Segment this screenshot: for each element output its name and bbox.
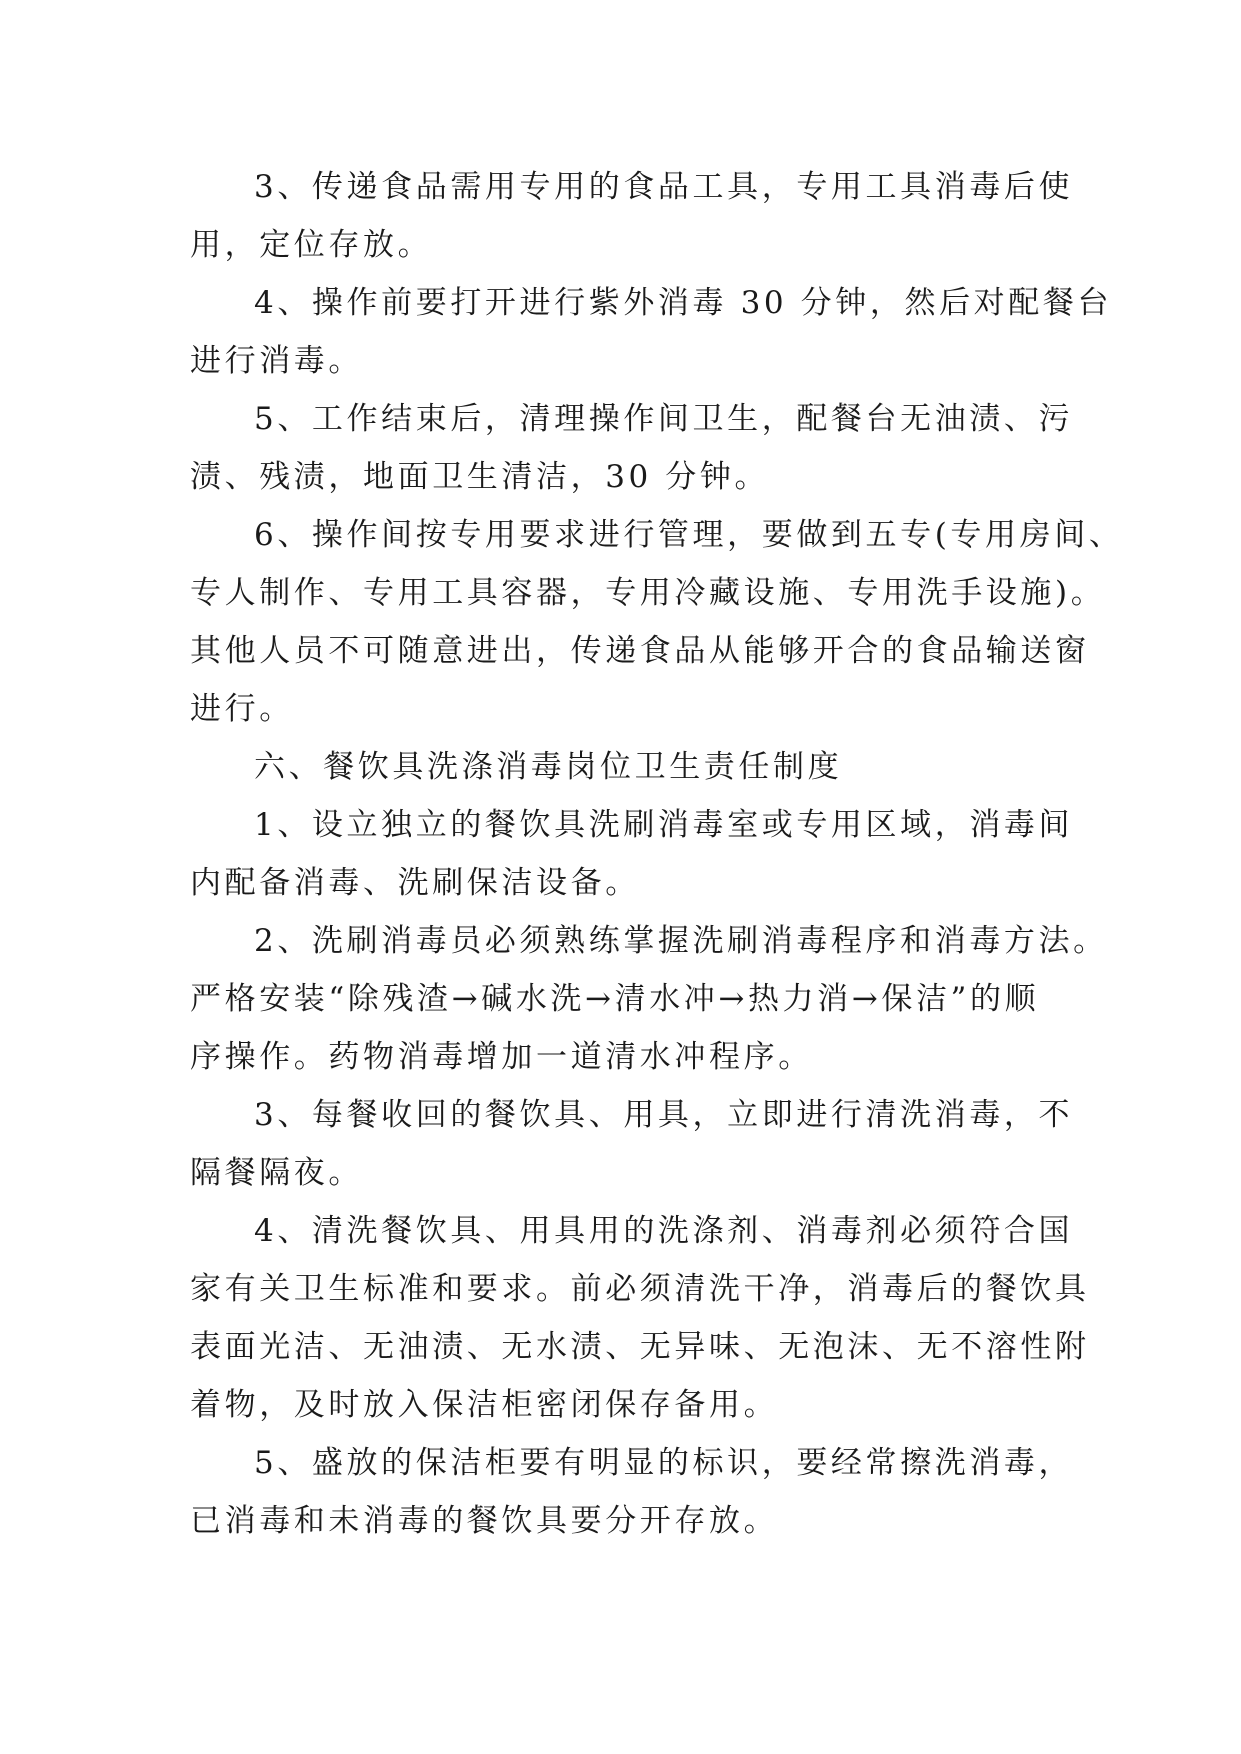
text-line: 隔餐隔夜。 bbox=[190, 1155, 363, 1191]
paragraph-1-dedicated-room bbox=[190, 796, 1074, 912]
text-line: 3、传递食品需用专用的食品工具，专用工具消毒后使 bbox=[254, 169, 1074, 205]
text-line: 着物，及时放入保洁柜密闭保存备用。 bbox=[190, 1387, 779, 1423]
paragraph-2-procedure bbox=[190, 912, 1108, 1086]
text-line: 严格安装“除残渣→碱水洗→清水冲→热力消→保洁”的顺 bbox=[190, 981, 1040, 1017]
text-line: 表面光洁、无油渍、无水渍、无异味、无泡沫、无不溶性附 bbox=[190, 1329, 1090, 1365]
paragraph-3-immediate-cleaning bbox=[190, 1086, 1074, 1202]
text-line: 家有关卫生标准和要求。前必须清洗干净，消毒后的餐饮具 bbox=[190, 1271, 1090, 1307]
text-line: 渍、残渍，地面卫生清洁，30 分钟。 bbox=[190, 459, 770, 495]
paragraph-5-storage-cabinet bbox=[190, 1434, 1074, 1550]
section-heading-tableware-disinfection bbox=[190, 738, 1070, 796]
text-line: 5、盛放的保洁柜要有明显的标识，要经常擦洗消毒， bbox=[254, 1445, 1074, 1481]
section-heading: 六、餐饮具洗涤消毒岗位卫生责任制度 bbox=[254, 749, 843, 785]
text-line: 专人制作、专用工具容器，专用冷藏设施、专用洗手设施)。 bbox=[190, 575, 1106, 611]
paragraph-4-detergent-standards bbox=[190, 1202, 1090, 1434]
text-line: 内配备消毒、洗刷保洁设备。 bbox=[190, 865, 640, 901]
text-line: 进行消毒。 bbox=[190, 343, 363, 379]
paragraph-3-food-tools bbox=[190, 158, 1074, 274]
text-line: 4、清洗餐饮具、用具用的洗涤剂、消毒剂必须符合国 bbox=[254, 1213, 1074, 1249]
text-line: 3、每餐收回的餐饮具、用具，立即进行清洗消毒，不 bbox=[254, 1097, 1074, 1133]
text-line: 1、设立独立的餐饮具洗刷消毒室或专用区域，消毒间 bbox=[254, 807, 1074, 843]
text-line: 5、工作结束后，清理操作间卫生，配餐台无油渍、污 bbox=[254, 401, 1074, 437]
text-line: 序操作。药物消毒增加一道清水冲程序。 bbox=[190, 1039, 813, 1075]
paragraph-6-five-dedicated bbox=[190, 506, 1124, 738]
document-body bbox=[190, 158, 1124, 1550]
text-line: 其他人员不可随意进出，传递食品从能够开合的食品输送窗 bbox=[190, 633, 1090, 669]
text-line: 已消毒和未消毒的餐饮具要分开存放。 bbox=[190, 1503, 779, 1539]
text-line: 2、洗刷消毒员必须熟练掌握洗刷消毒程序和消毒方法。 bbox=[254, 923, 1108, 959]
text-line: 4、操作前要打开进行紫外消毒 30 分钟，然后对配餐台 bbox=[254, 285, 1113, 321]
text-line: 用，定位存放。 bbox=[190, 227, 433, 263]
paragraph-4-uv-disinfection bbox=[190, 274, 1113, 390]
text-line: 6、操作间按专用要求进行管理，要做到五专(专用房间、 bbox=[254, 517, 1124, 553]
text-line: 进行。 bbox=[190, 691, 294, 727]
paragraph-5-cleanup bbox=[190, 390, 1074, 506]
